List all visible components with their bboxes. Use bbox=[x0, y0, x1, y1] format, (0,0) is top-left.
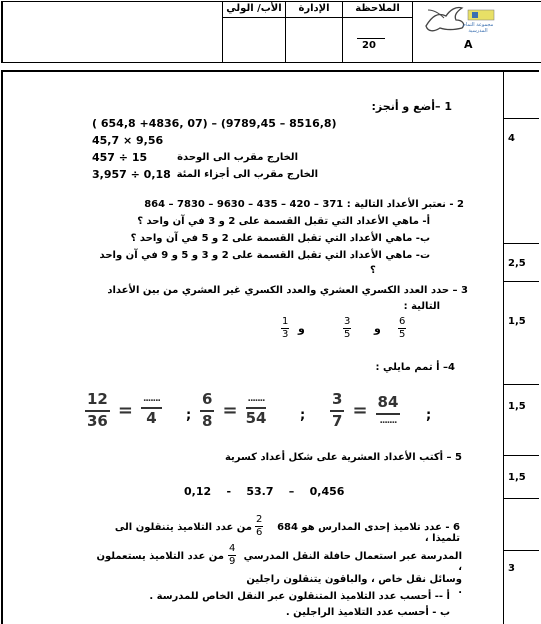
margin-sep bbox=[503, 281, 539, 282]
q4-sep-2: ; bbox=[300, 408, 306, 423]
q4-e3-eq: = bbox=[352, 400, 368, 422]
q4-e1-num: 12 bbox=[85, 392, 110, 412]
q5-values: 0,12 - 53.7 – 0,456 bbox=[184, 485, 345, 498]
q3-fraction-3 bbox=[281, 317, 289, 340]
header-notes: الملاحظة bbox=[355, 3, 400, 14]
section-letter: A bbox=[464, 38, 473, 51]
margin-score-q4: 1,5 bbox=[508, 401, 526, 412]
q4-e3-num: 3 bbox=[330, 392, 344, 412]
margin-score-q2: 2,5 bbox=[508, 258, 526, 269]
margin-score-q5: 1,5 bbox=[508, 472, 526, 483]
margin-sep bbox=[503, 118, 539, 119]
q4-e3-den: 7 bbox=[332, 411, 343, 430]
q1-line3-math: 457 ÷ 15 bbox=[92, 151, 148, 164]
margin-score-q3: 1,5 bbox=[508, 316, 526, 327]
q3-fraction-1 bbox=[398, 317, 406, 340]
margin-sep bbox=[503, 243, 539, 244]
header-divider-2 bbox=[285, 1, 286, 62]
q3-and-tail: و bbox=[374, 322, 381, 335]
q4-equation-3 bbox=[330, 392, 400, 430]
q6-f2-num: 4 bbox=[229, 543, 236, 554]
q1-title: 1 –أضع و أنجز: bbox=[371, 100, 452, 113]
header-admin: الإدارة bbox=[298, 3, 330, 14]
q4-equation-2 bbox=[200, 392, 266, 430]
q4-e2-blank-num[interactable]: ....... bbox=[246, 395, 267, 408]
q2-item-b: ب- ماهي الأعداد التي تقبل القسمة على 2 و 5 في آن واحد ؟ bbox=[130, 233, 430, 244]
margin-sep bbox=[503, 498, 539, 499]
margin-sep bbox=[503, 550, 539, 551]
q4-equation-1 bbox=[85, 392, 162, 430]
margin-sep bbox=[503, 455, 539, 456]
q3-fraction-2 bbox=[343, 317, 351, 340]
q1-line3-text: الخارج مقرب الى الوحدة bbox=[177, 152, 298, 163]
q6-f1-den: 6 bbox=[256, 527, 263, 538]
school-logo bbox=[416, 4, 498, 38]
q5-title: 5 – أكتب الأعداد العشرية على شكل أعداد كسرية bbox=[224, 452, 462, 463]
margin-rule bbox=[503, 70, 504, 624]
header-divider-1 bbox=[222, 1, 223, 62]
q2-item-a: أ- ماهي الأعداد التي تقبل القسمة على 2 و 3 في آن واحد ؟ bbox=[137, 216, 430, 227]
margin-score-q1: 4 bbox=[508, 133, 515, 144]
q6-line1-a: 6 - عدد تلاميذ إحدى المدارس هو 684 تلميذا ، bbox=[277, 522, 460, 544]
page-left-rule bbox=[1, 70, 3, 624]
q6-item-b: ب - أحسب عدد التلاميذ الراجلين . bbox=[285, 607, 450, 618]
q6-f2-den: 9 bbox=[229, 556, 236, 567]
header-divider-3 bbox=[342, 1, 343, 62]
margin-score-q6: 3 bbox=[508, 563, 515, 574]
header-divider-4 bbox=[412, 1, 413, 62]
q1-line4-text: الخارج مقرب الى أجزاء المئة bbox=[176, 169, 318, 180]
q6-line2-b: من عدد التلاميذ يستعملون bbox=[96, 551, 224, 562]
q4-e3-blank-den[interactable]: ....... bbox=[379, 415, 397, 426]
q6-line3: وسائل نقل خاص ، والباقون يتنقلون راجلين . bbox=[246, 574, 462, 596]
q4-e1-blank-num[interactable]: ....... bbox=[141, 395, 162, 408]
q6-fraction-2 bbox=[228, 544, 236, 567]
margin-sep bbox=[503, 384, 539, 385]
q2-item-c: ت- ماهي الأعداد التي تقبل القسمة على 2 و 3 و 5 و 9 في آن واحد bbox=[99, 250, 430, 261]
q4-title: 4– أ تمم مايلي : bbox=[375, 362, 455, 373]
q2-title: 2 - نعتبر الأعداد التالية : 371 – 420 – 435 – 9630 – 7830 – 864 bbox=[144, 199, 464, 210]
q6-item-a: أ -- أحسب عدد التلاميذ المتنقلون عبر النقل الخاص للمدرسة . bbox=[149, 591, 450, 602]
q4-e1-den: 36 bbox=[87, 411, 108, 430]
q3-title: 3 – حدد العدد الكسري العشري والعدد الكسري غير العشري من بين الأعداد bbox=[107, 285, 468, 296]
q1-line2: 45,7 × 9,56 bbox=[92, 134, 164, 147]
q4-e3-num2: 84 bbox=[376, 395, 401, 415]
q4-e2-num: 6 bbox=[200, 392, 214, 412]
q3-f3-den: 3 bbox=[282, 329, 289, 340]
q4-e1-den2: 4 bbox=[146, 408, 157, 427]
q1-line4-math: 3,957 ÷ 0,18 bbox=[92, 168, 171, 181]
q3-f2-den: 5 bbox=[344, 329, 351, 340]
q3-f3-num: 1 bbox=[282, 316, 289, 327]
q4-sep-3: ; bbox=[426, 408, 432, 423]
q6-fraction-1 bbox=[255, 515, 263, 538]
q2-item-c-mark: ؟ bbox=[370, 265, 376, 276]
q4-e2-den: 8 bbox=[202, 411, 213, 430]
q4-sep-1: ; bbox=[186, 408, 192, 423]
q1-line1: ( 654,8 +4836, 07) – (9789,45 – 8516,8) bbox=[92, 117, 337, 130]
header-row-line bbox=[222, 17, 412, 18]
q6-line2-a: المدرسة عبر استعمال حافلة النقل المدرسي ، bbox=[243, 551, 462, 573]
logo-text: مجموعة التمام المدرسية bbox=[462, 22, 494, 34]
q3-f1-num: 6 bbox=[399, 316, 406, 327]
q4-e2-eq: = bbox=[222, 400, 238, 422]
score-line bbox=[357, 38, 385, 39]
header-parent: الأب/ الولي bbox=[226, 3, 282, 14]
q6-line1-b: من عدد التلاميذ يتنقلون الى bbox=[114, 522, 252, 533]
page-top-rule bbox=[1, 70, 539, 72]
q3-title-2: التالية : bbox=[403, 301, 440, 312]
q4-e1-eq: = bbox=[117, 400, 133, 422]
q4-e2-den2: 54 bbox=[245, 408, 267, 427]
q3-and: و bbox=[298, 322, 305, 335]
q6-f1-num: 2 bbox=[256, 514, 263, 525]
q3-f1-den: 5 bbox=[399, 329, 406, 340]
q3-f2-num: 3 bbox=[344, 316, 351, 327]
score-value: 20 bbox=[362, 40, 376, 51]
